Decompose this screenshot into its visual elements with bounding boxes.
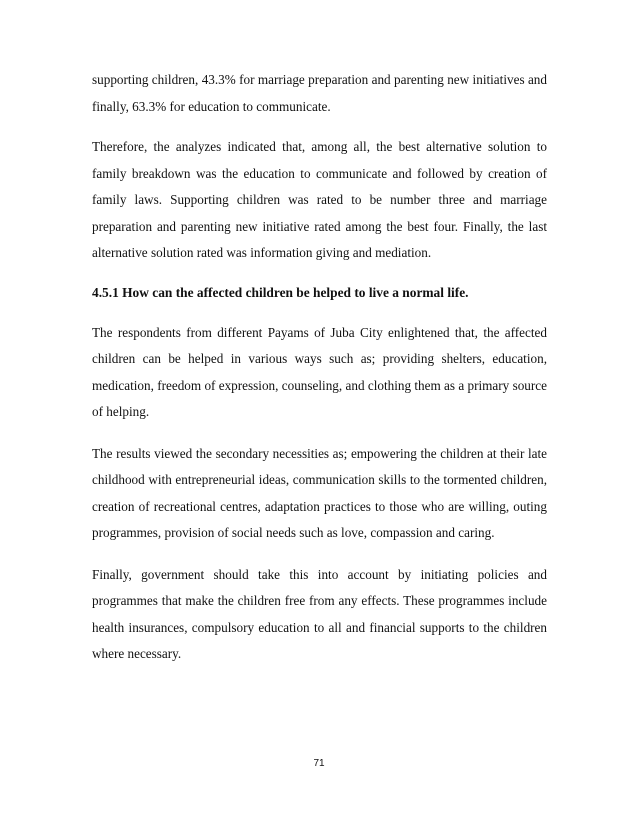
page-body bbox=[92, 67, 547, 683]
paragraph-primary-help: The respondents from different Payams of Juba City enlightened that, the affected children can be helped in various ways such as; providing shelters, education, medication, freedom of expression, counseling, and clothing them as a primary source of helping. bbox=[92, 324, 547, 419]
paragraph-government-role: Finally, government should take this into account by initiating policies and programmes that make the children free from any effects. These programmes include health insurances, compulsory education to all and financial supports to the children where necessary. bbox=[92, 566, 547, 661]
paragraph-continuation: supporting children, 43.3% for marriage preparation and parenting new initiatives and finally, 63.3% for education to communicate. bbox=[92, 72, 547, 114]
page-number: 71 bbox=[313, 758, 325, 769]
paragraph-secondary-necessities: The results viewed the secondary necessities as; empowering the children at their late childhood with entrepreneurial ideas, communication skills to the tormented children, creation of recreational centres, adaptation practices to those who are willing, outing programmes, provision of social needs such as love, compassion and caring. bbox=[92, 445, 547, 540]
section-heading: 4.5.1 How can the affected children be helped to live a normal life. bbox=[92, 284, 469, 300]
paragraph-analysis-summary: Therefore, the analyzes indicated that, among all, the best alternative solution to family breakdown was the education to communicate and followed by creation of family laws. Supporting children was rated to be number three and marriage preparation and parenting new initiative rated among the best four. Finally, the last alternative solution rated was information giving and mediation. bbox=[92, 139, 547, 260]
